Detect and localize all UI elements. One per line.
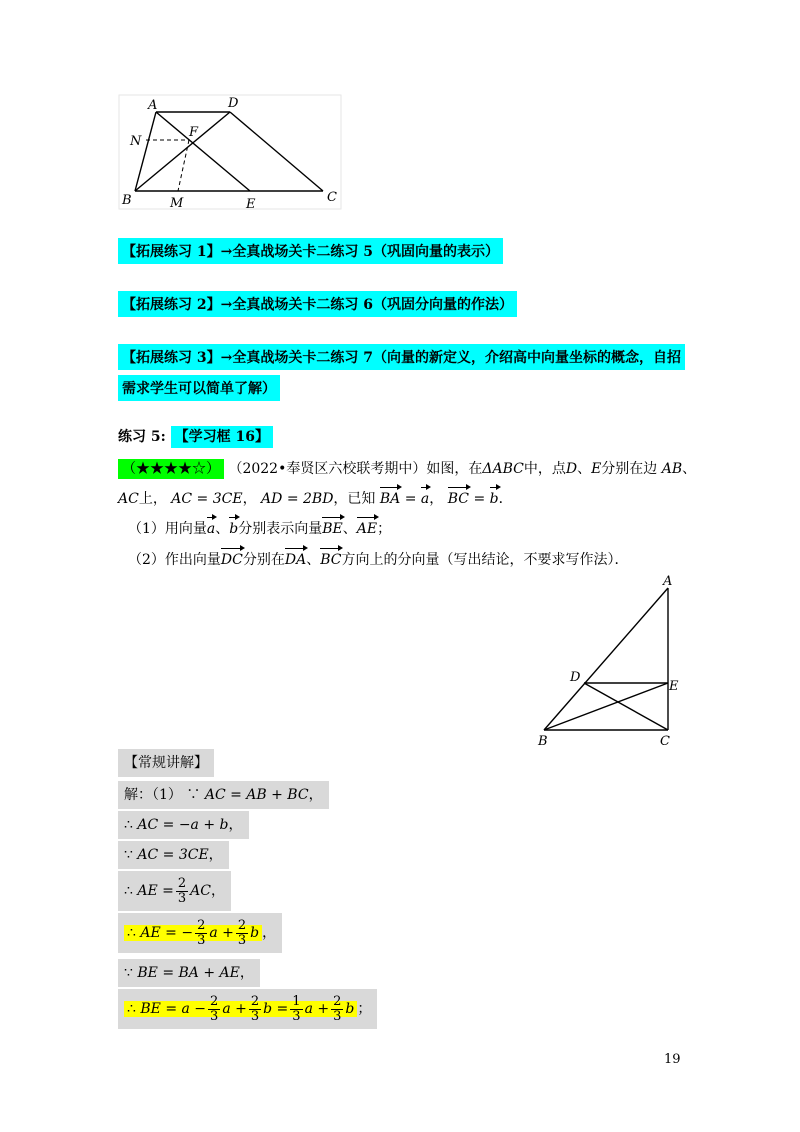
text-frag: 分别在 [242, 552, 285, 568]
solution-line-4 [118, 871, 231, 911]
fraction [249, 995, 261, 1024]
denominator: 3 [197, 932, 206, 948]
question-2 [128, 549, 628, 571]
study-box-label: 【学习框 16】 [171, 426, 273, 448]
vector-ba: BA [380, 488, 400, 510]
vector-bc: BC [448, 488, 469, 510]
equation: b = [263, 1001, 289, 1017]
text-frag: 、 [215, 521, 230, 537]
exercise-title-prefix: 练习 5: [118, 429, 171, 445]
solution-line-6 [118, 959, 260, 987]
fraction [290, 995, 302, 1024]
equation: AC [190, 883, 211, 899]
vector-b: b [490, 488, 499, 510]
text-frag: ， [242, 491, 257, 507]
solution-line-1 [118, 781, 329, 809]
text-frag: ， [228, 817, 243, 833]
label-N: N [130, 134, 142, 149]
point-e: E [591, 461, 602, 477]
exercise-line-2: AC上， AC = 3CE， AD = 2BD，已知 BA = a， BC = b． [118, 488, 513, 510]
because-symbol: ∵ [124, 965, 133, 981]
vector-bc: BC [320, 549, 341, 571]
equation: AC = AB + BC [204, 787, 309, 803]
numerator: 1 [292, 993, 301, 1009]
equation: AE = [137, 883, 174, 899]
solution-line-5 [118, 913, 282, 953]
text-frag: ， [239, 965, 254, 981]
highlight-ae [124, 917, 262, 948]
label-D: D [228, 96, 239, 111]
solution-heading: 【常规讲解】 [118, 749, 214, 777]
denominator: 3 [250, 1008, 260, 1024]
fraction [331, 995, 343, 1024]
label-D: D [570, 670, 581, 685]
therefore-symbol: ∴ [124, 883, 133, 899]
numerator: 2 [177, 875, 187, 891]
because-symbol: ∵ [186, 787, 201, 803]
page-number: 19 [664, 1052, 681, 1067]
text-frag: 、 [577, 461, 592, 477]
text-frag: （1）用向量 [128, 521, 207, 537]
equation: BE = BA + AE [137, 965, 240, 981]
label-F: F [189, 125, 199, 140]
label-A: A [148, 98, 158, 113]
extension-exercise-1: 【拓展练习 1】→全真战场关卡二练习 5（巩固向量的表示） [118, 238, 503, 264]
side-ab: AB [661, 461, 683, 477]
solution-line-7 [118, 989, 377, 1029]
label-E: E [246, 197, 256, 210]
fraction [208, 995, 220, 1024]
triangle-abc: ΔABC [482, 461, 524, 477]
text-frag: 、 [342, 521, 357, 537]
exercise-line-1 [118, 458, 696, 480]
numerator: 2 [250, 993, 260, 1009]
vector-dc: DC [221, 549, 243, 571]
therefore-symbol: ∴ [127, 1001, 136, 1017]
text-frag: ； [357, 1001, 372, 1017]
denominator: 3 [292, 1008, 301, 1024]
text-frag: 解：（1） [124, 787, 182, 803]
equation: a + [209, 925, 234, 941]
highlight-be [124, 993, 357, 1024]
question-1 [128, 518, 391, 540]
exercise-title [118, 426, 273, 448]
fraction [236, 919, 248, 948]
label-B: B [538, 734, 548, 749]
denominator: 3 [210, 1008, 219, 1024]
point-d: D [565, 461, 578, 477]
label-E: E [669, 679, 679, 694]
because-symbol: ∵ [124, 847, 133, 863]
text-frag: ， [308, 787, 323, 803]
numerator: 2 [210, 993, 219, 1009]
difficulty-stars: （★★★★☆） [118, 459, 224, 479]
text-frag: ， [208, 847, 223, 863]
denominator: 3 [237, 932, 247, 948]
numerator: 2 [197, 917, 206, 933]
equation: BE = a − [140, 1001, 207, 1017]
text-frag: ； [377, 521, 392, 537]
numerator: 2 [333, 993, 342, 1009]
extension-exercise-2: 【拓展练习 2】→全真战场关卡二练习 6（巩固分向量的作法） [118, 291, 517, 317]
vector-b: b [229, 518, 238, 540]
equation: b [250, 925, 260, 941]
text-frag: 、 [682, 461, 697, 477]
text-frag: 上， [138, 491, 167, 507]
exercise-source: （2022•奉贤区六校联考期中）如图，在 [228, 461, 483, 477]
denominator: 3 [333, 1008, 342, 1024]
text-frag: 分别在边 [601, 461, 658, 477]
vector-ae: AE [357, 518, 377, 540]
figure-triangle [530, 572, 690, 750]
equation-ac-3ce: AC = 3CE [171, 491, 243, 507]
extension-exercise-3-line2: 需求学生可以简单了解） [118, 375, 280, 401]
therefore-symbol: ∴ [127, 925, 136, 941]
vector-da: DA [285, 549, 306, 571]
vector-a: a [207, 518, 215, 540]
text-frag: 方向上的分向量（写出结论，不要求写作法）． [341, 552, 629, 568]
equation: a + [222, 1001, 247, 1017]
label-M: M [170, 196, 184, 210]
side-ac: AC [118, 491, 139, 507]
text-frag: 分别表示向量 [238, 521, 323, 537]
extension-exercise-3-line1: 【拓展练习 3】→全真战场关卡二练习 7（向量的新定义，介绍高中向量坐标的概念，自招 [118, 344, 685, 370]
label-C: C [327, 190, 337, 205]
equation: AC = 3CE [137, 847, 209, 863]
equation-ad-2bd: AD = 2BD [261, 491, 334, 507]
solution-line-2 [118, 811, 249, 839]
equation: AE = − [140, 925, 194, 941]
text-frag: （2）作出向量 [128, 552, 221, 568]
equation: a + [304, 1001, 330, 1017]
fraction [195, 919, 207, 948]
solution-line-3 [118, 841, 229, 869]
label-A: A [663, 574, 673, 589]
text-frag: ， [262, 925, 277, 941]
denominator: 3 [177, 890, 187, 906]
numerator: 2 [237, 917, 247, 933]
therefore-symbol: ∴ [124, 817, 133, 833]
text-frag: ， [211, 883, 225, 899]
text-frag: ，已知 [333, 491, 376, 507]
fraction [176, 877, 188, 906]
equation: b [345, 1001, 355, 1017]
figure-trapezoid [118, 94, 342, 210]
label-C: C [660, 734, 670, 749]
text-frag: ， [429, 491, 444, 507]
vector-a: a [421, 488, 429, 510]
text-frag: 、 [306, 552, 321, 568]
text-frag: 中，点 [523, 461, 566, 477]
label-B: B [122, 193, 132, 208]
equation: AC = −a + b [137, 817, 229, 833]
vector-be: BE [322, 518, 343, 540]
